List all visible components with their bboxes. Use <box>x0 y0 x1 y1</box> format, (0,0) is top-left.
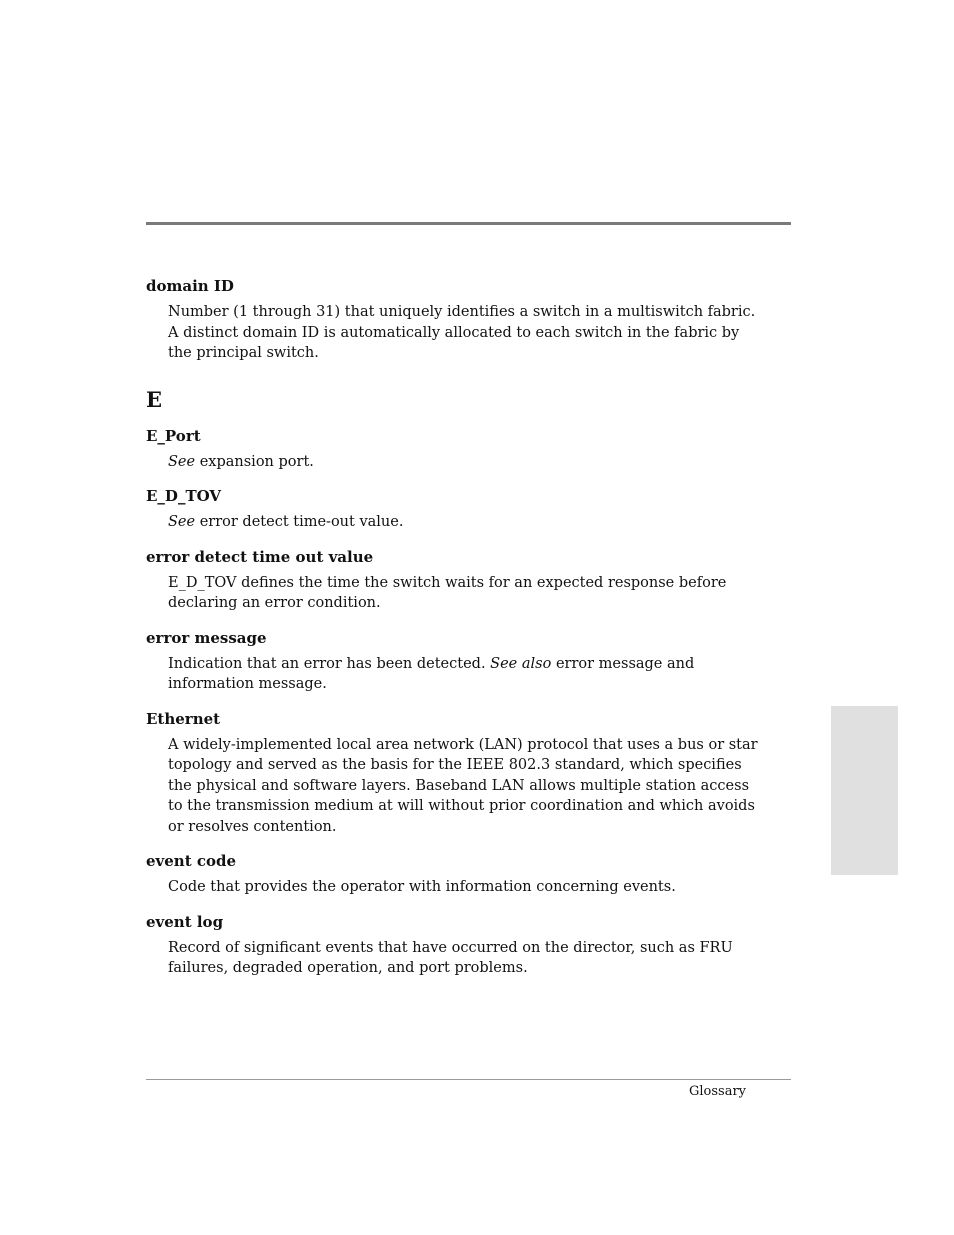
definition: Number (1 through 31) that uniquely identifies a switch in a multiswitch fabric. A distinct domain ID is automatically allocated to each switch in the fabric by the principal switch. <box>168 304 756 361</box>
section-letter: E <box>146 386 163 412</box>
term: E_D_TOV <box>146 487 222 505</box>
term: domain ID <box>146 277 234 295</box>
section-thumb-tab <box>831 706 898 875</box>
definition: Record of significant events that have occurred on the director, such as FRU failures, degraded operation, and port problems. <box>168 939 733 976</box>
definition-text: expansion port. <box>195 453 314 470</box>
term: Ethernet <box>146 709 221 728</box>
definition <box>168 654 761 695</box>
term: event code <box>146 852 237 870</box>
definition-text: error message and information message. <box>168 655 695 692</box>
see-reference: See <box>168 453 196 470</box>
definition: E_D_TOV defines the time the switch waits for an expected response before declaring an error condition. <box>168 574 727 611</box>
glossary-entry-e-d-tov <box>146 486 761 533</box>
glossary-entry-error-detect <box>146 547 761 614</box>
term: error detect time out value <box>146 547 374 566</box>
definition-text: error detect time-out value. <box>195 514 404 530</box>
glossary-entry-e-port <box>146 426 761 473</box>
term: event log <box>146 912 224 931</box>
footer-rule <box>146 1079 791 1080</box>
glossary-entry-event-log <box>146 912 761 979</box>
definition-text: Indication that an error has been detected. <box>168 655 491 672</box>
definition: A widely-implemented local area network (LAN) protocol that uses a bus or star topology and served as the basis for the IEEE 802.3 standard, which specifies the physical and software layers. Baseband LAN allows multiple station access to the transmission medium at will without prior coordination and which avoids or resolves contention. <box>168 736 758 835</box>
term: error message <box>146 628 267 647</box>
glossary-entry-ethernet <box>146 709 761 838</box>
see-reference: See <box>168 514 196 530</box>
footer-section-label: Glossary <box>689 1084 747 1099</box>
glossary-entry-domain-id <box>146 276 761 364</box>
glossary-entry-event-code <box>146 851 761 898</box>
see-also-reference: See also <box>490 655 552 672</box>
glossary-content <box>146 276 761 993</box>
term: E_Port <box>146 426 201 445</box>
header-rule <box>146 222 791 225</box>
glossary-entry-error-message <box>146 628 761 695</box>
definition: Code that provides the operator with information concerning events. <box>168 879 676 895</box>
definition <box>168 512 761 533</box>
definition <box>168 452 761 473</box>
